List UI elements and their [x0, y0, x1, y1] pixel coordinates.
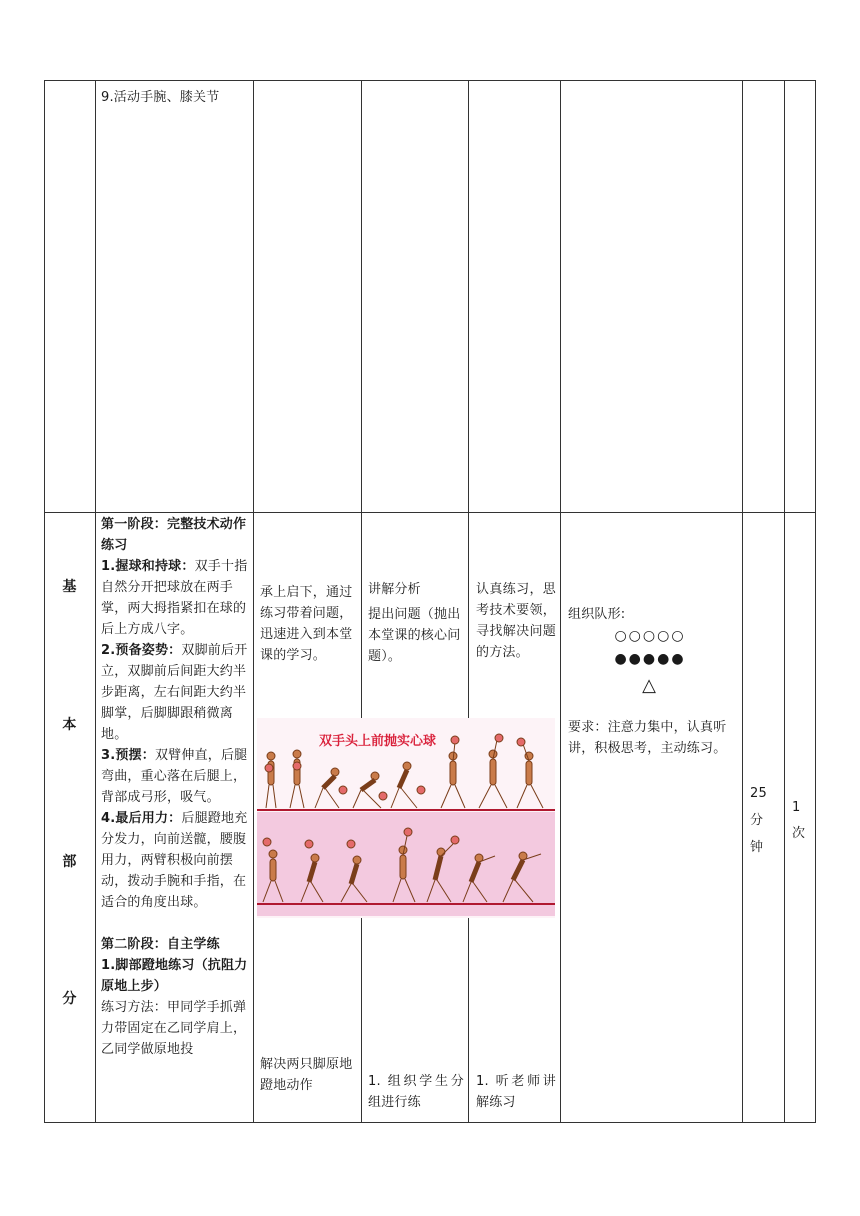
time-value: 25: [750, 786, 767, 801]
section-label-char: 部: [62, 854, 77, 870]
table-col-border: [784, 80, 785, 1123]
section-label-char: 分: [62, 991, 77, 1007]
table-row-divider: [44, 512, 816, 513]
teacher-bottom: 1. 组织学生分组进行练: [368, 1074, 464, 1110]
table-col-border: [815, 80, 816, 1123]
count-value: 1: [792, 800, 801, 815]
table-col-border: [361, 80, 362, 1123]
section-label-char: 基: [62, 579, 77, 595]
formation-requirement: 要求：注意力集中，认真听讲，积极思考，主动练习。: [568, 720, 727, 756]
content-column: [101, 514, 249, 1060]
stage1-item: 1.握球和持球：双手十指自然分开把球放在两手掌，两大拇指紧扣在球的后上方成八字。: [101, 559, 248, 637]
intent-top: 承上启下，通过练习带着问题，迅速进入到本堂课的学习。: [260, 585, 353, 663]
warmup-item-9: 9.活动手腕、膝关节: [101, 90, 220, 105]
stage1-item: 4.最后用力：后腿蹬地充分发力，向前送髋，腰腹用力，两臂积极向前摆动，拨动手腕和手指，在适合的角度出球。: [101, 811, 248, 910]
section-label-char: 本: [62, 717, 77, 733]
student-bottom: 1. 听老师讲解练习: [476, 1074, 556, 1110]
table-col-border: [742, 80, 743, 1123]
table-col-border: [95, 80, 96, 1123]
table-col-border: [560, 80, 561, 1123]
student-top: 认真练习，思考技术要领，寻找解决问题的方法。: [476, 582, 556, 660]
stage1-item: 3.预摆：双臂伸直，后腿弯曲，重心落在后腿上，背部成弓形，吸气。: [101, 748, 248, 805]
teacher-top-line1: 讲解分析: [368, 582, 421, 597]
table-top-border: [44, 80, 816, 81]
intent-bottom: 解决两只脚原地蹬地动作: [260, 1057, 353, 1093]
table-col-border: [468, 80, 469, 1123]
formation-teacher-mark: △: [642, 675, 658, 696]
table-col-border: [44, 80, 45, 1123]
stage1-title: 第一阶段：完整技术动作练习: [101, 517, 247, 553]
count-unit: 次: [792, 826, 806, 841]
formation-label: 组织队形:: [568, 607, 626, 622]
time-unit: 分: [750, 813, 764, 828]
formation-row-students-a: ○○○○○: [614, 628, 686, 644]
formation-row-students-b: ●●●●●: [614, 651, 686, 667]
stage2-item-head: 1.脚部蹬地练习（抗阻力原地上步）: [101, 958, 248, 994]
illustration-caption: 双手头上前抛实心球: [319, 734, 437, 749]
time-unit: 钟: [750, 840, 764, 855]
stage2-method: 练习方法：甲同学手抓弹力带固定在乙同学肩上，乙同学做原地投: [101, 1000, 247, 1057]
stage2-title: 第二阶段：自主学练: [101, 937, 220, 952]
stage1-item: 2.预备姿势：双脚前后开立，双脚前后间距大约半步距离，左右间距大约半脚掌，后脚脚跟稍微离地。: [101, 643, 248, 742]
technique-illustration: [257, 718, 555, 918]
teacher-top-line2: 提出问题（抛出本堂课的核心问题）。: [368, 607, 461, 664]
table-bottom-border: [44, 1122, 816, 1123]
table-col-border: [253, 80, 254, 1123]
